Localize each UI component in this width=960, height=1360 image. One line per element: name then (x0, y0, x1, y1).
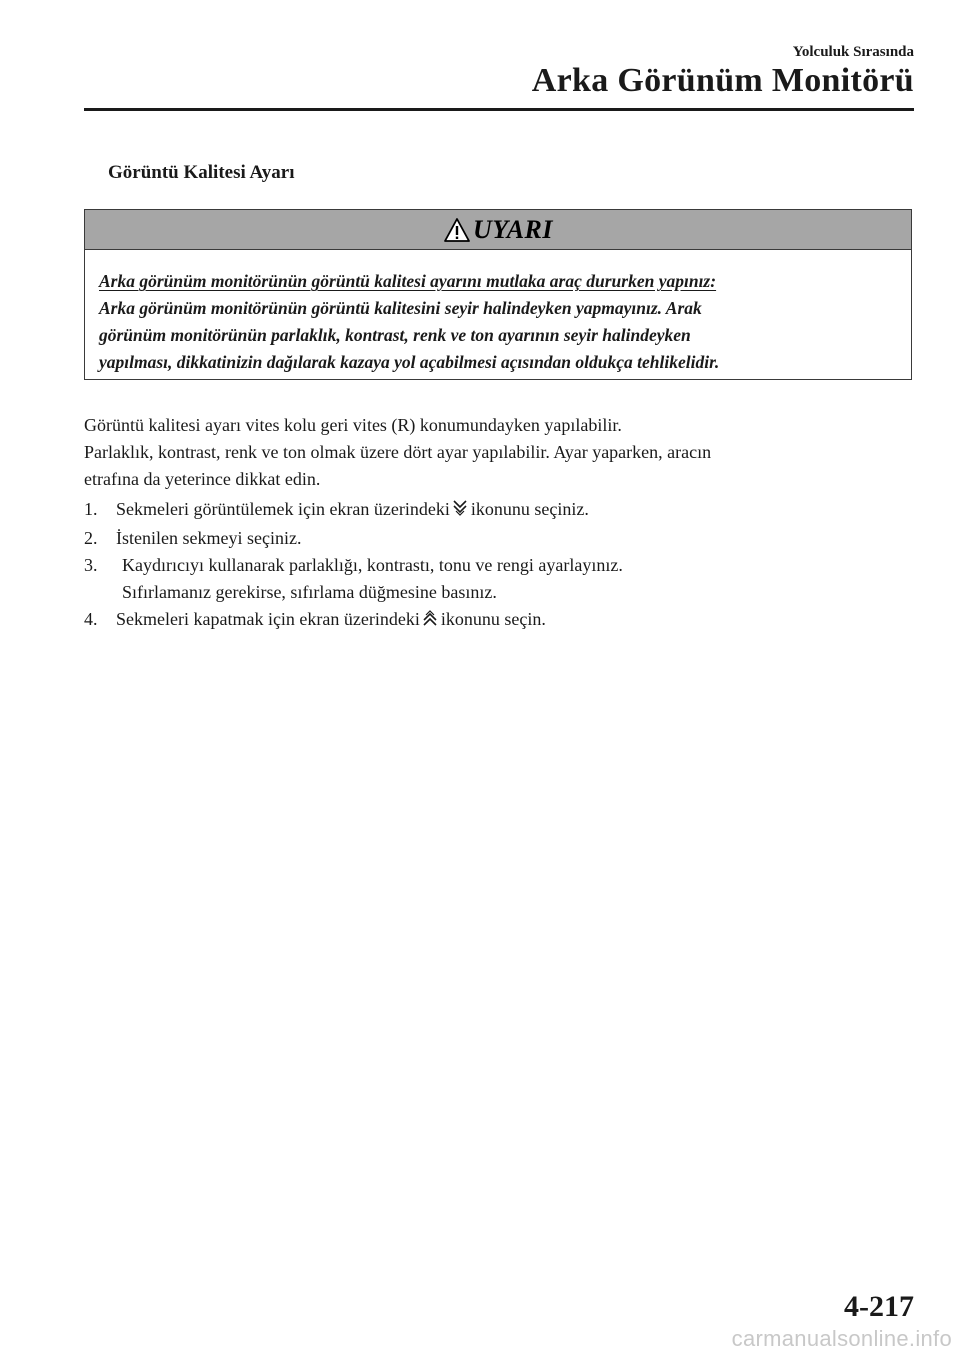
step-subtext: Sıfırlamanız gerekirse, sıfırlama düğmesine basınız. (122, 582, 497, 602)
warning-line: görünüm monitörünün parlaklık, kontrast, renk ve ton ayarının seyir halindeyken (99, 325, 691, 345)
warning-header (85, 210, 911, 250)
step-text: Kaydırıcıyı kullanarak parlaklığı, kontrastı, tonu ve rengi ayarlayınız. (122, 555, 623, 575)
page-number: 4-217 (844, 1290, 914, 1323)
step-text-after: ikonunu seçin. (440, 609, 546, 629)
warning-triangle-icon (443, 217, 471, 243)
subsection-title: Görüntü Kalitesi Ayarı (108, 162, 295, 183)
step-text-after: ikonunu seçiniz. (470, 499, 589, 519)
step-text (116, 606, 546, 635)
step-number: 2. (84, 528, 98, 548)
warning-line: yapılması, dikkatinizin dağılarak kazaya yol açabilmesi açısından oldukça tehlikelidir. (99, 352, 720, 372)
watermark: carmanualsonline.info (731, 1326, 952, 1351)
step-item (84, 552, 623, 579)
running-header-section: Yolculuk Sırasında (792, 44, 914, 60)
step-number: 3. (84, 555, 98, 575)
page-title: Arka Görünüm Monitörü (531, 62, 914, 99)
step-number: 4. (84, 609, 98, 629)
step-text-before: Sekmeleri kapatmak için ekran üzerindeki (116, 609, 420, 629)
step-item (84, 606, 623, 635)
step-text (116, 496, 589, 525)
body-line: Görüntü kalitesi ayarı vites kolu geri vites (R) konumundayken yapılabilir. (84, 415, 622, 435)
double-chevron-up-icon (422, 608, 438, 635)
body-paragraph (84, 412, 914, 493)
step-text: İstenilen sekmeyi seçiniz. (116, 528, 302, 548)
step-number: 1. (84, 499, 98, 519)
header-rule (84, 108, 914, 111)
body-line: etrafına da yeterince dikkat edin. (84, 469, 321, 489)
warning-title: UYARI (472, 214, 554, 244)
step-text-before: Sekmeleri görüntülemek için ekran üzerindeki (116, 499, 450, 519)
warning-text (85, 250, 911, 376)
warning-box (84, 209, 912, 380)
step-item (84, 496, 623, 525)
warning-line: Arka görünüm monitörünün görüntü kalitesi ayarını mutlaka araç dururken yapınız: (99, 271, 717, 291)
warning-line: Arka görünüm monitörünün görüntü kalitesini seyir halindeyken yapmayınız. Arak (99, 298, 702, 318)
double-chevron-down-icon (452, 498, 468, 525)
steps-list (84, 496, 623, 635)
body-line: Parlaklık, kontrast, renk ve ton olmak üzere dört ayar yapılabilir. Ayar yaparken, aracın (84, 442, 712, 462)
step-item (84, 525, 623, 552)
